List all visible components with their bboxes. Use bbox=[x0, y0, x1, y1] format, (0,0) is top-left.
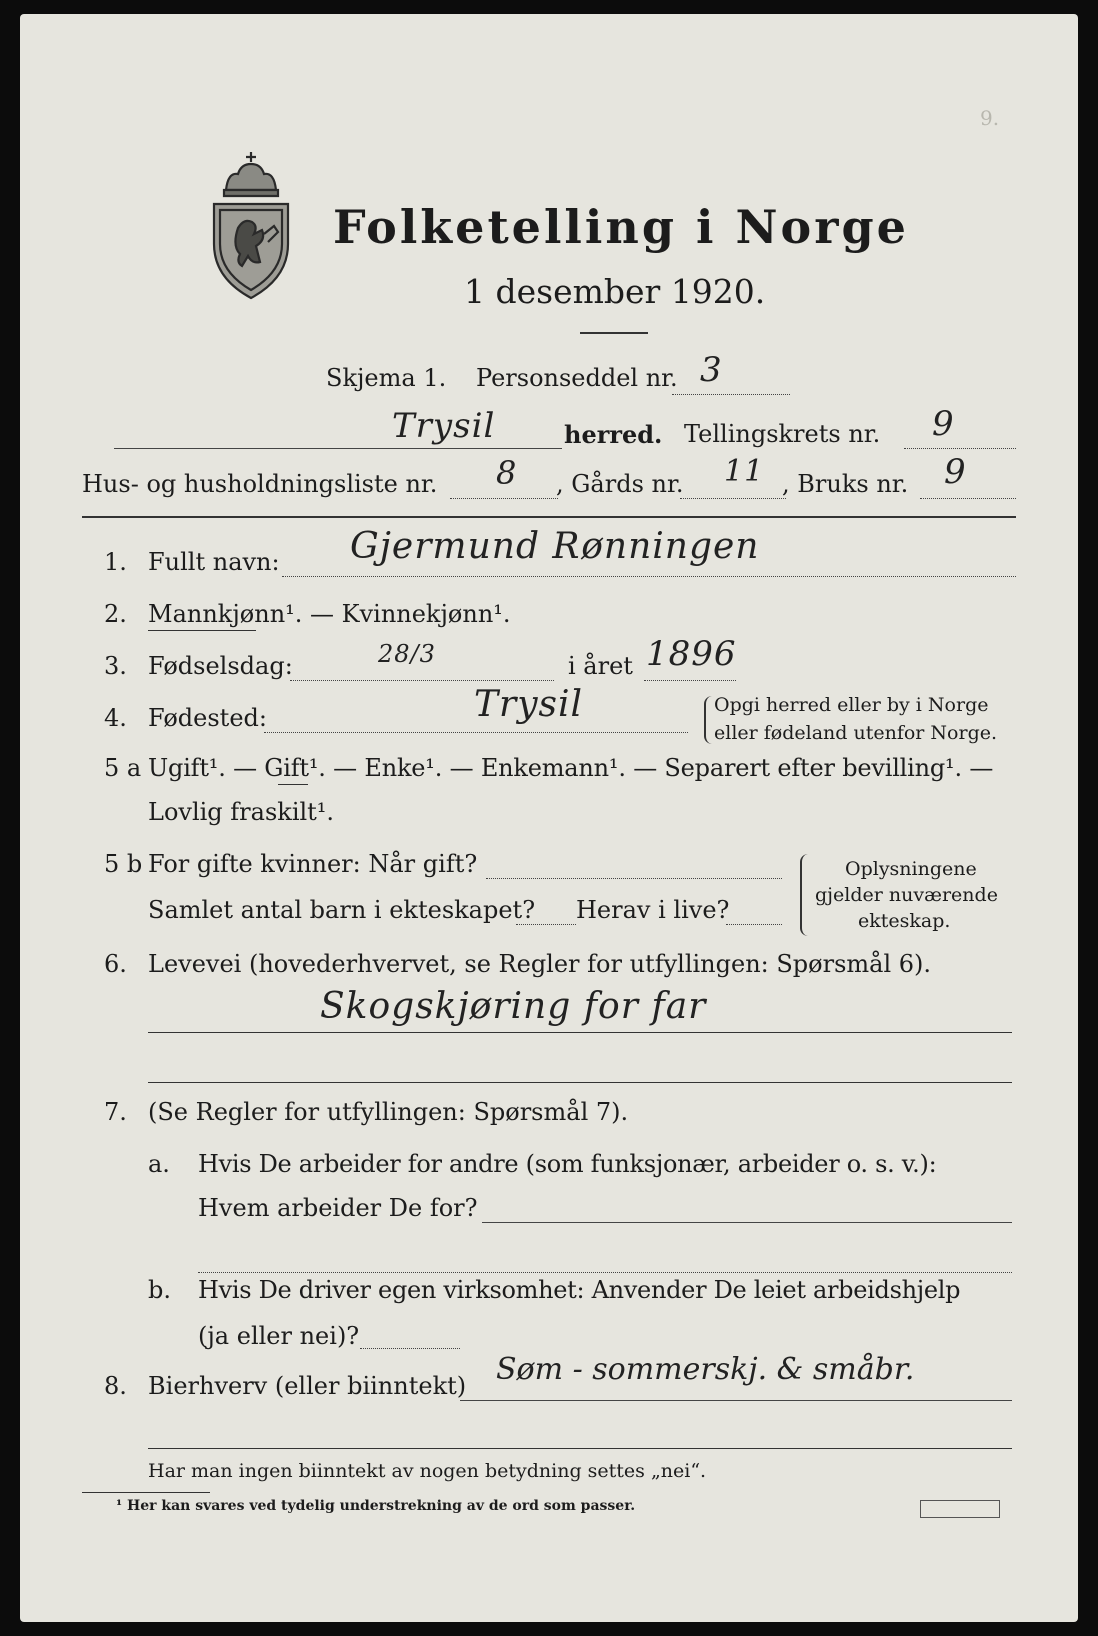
q4-label: Fødested: bbox=[148, 704, 267, 732]
q4-line bbox=[264, 732, 688, 733]
q8-label: Bierhverv (eller biinntekt) bbox=[148, 1372, 467, 1400]
footnote-divider bbox=[82, 1492, 210, 1493]
q8-line2 bbox=[148, 1448, 1012, 1449]
q3-year-line bbox=[644, 680, 736, 681]
q3-year-label: i året bbox=[568, 652, 633, 680]
q3-year-value[interactable]: 1896 bbox=[646, 634, 737, 674]
norwegian-coat-of-arms-icon bbox=[208, 150, 294, 302]
tellingskrets-line bbox=[904, 448, 1016, 449]
q1-number: 1. bbox=[104, 548, 127, 576]
q8-line bbox=[460, 1400, 1012, 1401]
bruks-value[interactable]: 9 bbox=[944, 452, 967, 492]
q5b-note-line2: gjelder nuværende bbox=[815, 884, 998, 906]
q1-line bbox=[282, 576, 1016, 577]
husliste-label: Hus- og husholdningsliste nr. bbox=[82, 470, 438, 498]
tellingskrets-value[interactable]: 9 bbox=[932, 404, 955, 444]
q5a-line2: Lovlig fraskilt¹. bbox=[148, 798, 335, 826]
bruks-line bbox=[920, 498, 1016, 499]
q2-mannkjonn-underline bbox=[148, 630, 256, 631]
q2-gender-options: Mannkjønn¹. — Kvinnekjønn¹. bbox=[148, 600, 511, 628]
q5a-marital-options: Ugift¹. — Gift¹. — Enke¹. — Enkemann¹. — Separert efter bevilling¹. — bbox=[148, 754, 994, 782]
census-date: 1 desember 1920. bbox=[464, 272, 766, 311]
q5b-number: 5 b bbox=[104, 850, 143, 878]
q4-note-line1: Opgi herred eller by i Norge bbox=[714, 694, 989, 716]
q5b-children-label: Samlet antal barn i ekteskapet? bbox=[148, 896, 536, 924]
q7a-line1: Hvis De arbeider for andre (som funksjonær, arbeider o. s. v.): bbox=[198, 1150, 937, 1178]
q5b-note-brace bbox=[800, 854, 810, 936]
title-divider bbox=[580, 332, 648, 334]
q3-day-line bbox=[290, 680, 554, 681]
q5b-alive-line bbox=[726, 924, 782, 925]
q7b-answer-line bbox=[360, 1348, 460, 1349]
q4-note-brace bbox=[704, 696, 712, 744]
q4-birthplace-value[interactable]: Trysil bbox=[474, 684, 584, 725]
herred-value[interactable]: Trysil bbox=[392, 406, 496, 446]
q5b-alive-label: Herav i live? bbox=[576, 896, 730, 924]
husliste-line bbox=[450, 498, 558, 499]
q5a-gift-underline bbox=[278, 784, 308, 785]
q6-label: Levevei (hovederhvervet, se Regler for utfyllingen: Spørsmål 6). bbox=[148, 950, 932, 978]
q7a-number: a. bbox=[148, 1150, 170, 1178]
tellingskrets-label: Tellingskrets nr. bbox=[684, 420, 881, 448]
q6-line2 bbox=[148, 1082, 1012, 1083]
bleed-through-text: 9. bbox=[980, 106, 1000, 130]
personseddel-label: Personseddel nr. bbox=[476, 364, 678, 392]
footnote: ¹ Her kan svares ved tydelig understrekning av de ord som passer. bbox=[116, 1498, 636, 1514]
census-form-sheet bbox=[20, 14, 1078, 1622]
q4-number: 4. bbox=[104, 704, 127, 732]
q1-full-name-value[interactable]: Gjermund Rønningen bbox=[350, 526, 760, 567]
q7-label: (Se Regler for utfyllingen: Spørsmål 7). bbox=[148, 1098, 629, 1126]
q5b-note-line1: Oplysningene bbox=[845, 858, 977, 880]
q7a-line2: Hvem arbeider De for? bbox=[198, 1194, 478, 1222]
q5b-married-date-line bbox=[486, 878, 782, 879]
printer-stamp bbox=[920, 1500, 1000, 1518]
personseddel-line bbox=[672, 394, 790, 395]
q5b-note-line3: ekteskap. bbox=[858, 910, 951, 932]
q3-number: 3. bbox=[104, 652, 127, 680]
personseddel-value[interactable]: 3 bbox=[700, 350, 723, 390]
q6-line1 bbox=[148, 1032, 1012, 1033]
herred-line bbox=[114, 448, 562, 449]
husliste-value[interactable]: 8 bbox=[496, 454, 518, 492]
q5b-line1: For gifte kvinner: Når gift? bbox=[148, 850, 478, 878]
herred-label: herred. bbox=[564, 420, 663, 449]
q1-label: Fullt navn: bbox=[148, 548, 280, 576]
q8-side-income-value[interactable]: Søm - sommerskj. & småbr. bbox=[496, 1352, 915, 1387]
q6-occupation-value[interactable]: Skogskjøring for far bbox=[320, 986, 707, 1027]
q7b-number: b. bbox=[148, 1276, 171, 1304]
gards-line bbox=[680, 498, 786, 499]
gards-value[interactable]: 11 bbox=[724, 454, 765, 489]
q7a-employer-line bbox=[482, 1222, 1012, 1223]
q7-number: 7. bbox=[104, 1098, 127, 1126]
form-title: Folketelling i Norge bbox=[333, 200, 909, 254]
q3-birthday-value[interactable]: 28/3 bbox=[378, 640, 436, 668]
footer-note: Har man ingen biinntekt av nogen betydning settes „nei“. bbox=[148, 1460, 707, 1482]
bruks-label: , Bruks nr. bbox=[782, 470, 909, 498]
q7b-line2: (ja eller nei)? bbox=[198, 1322, 360, 1350]
q7b-line1: Hvis De driver egen virksomhet: Anvender De leiet arbeidshjelp bbox=[198, 1276, 961, 1304]
q5b-children-line bbox=[516, 924, 576, 925]
q7a-employer-line2 bbox=[198, 1272, 1012, 1273]
q5a-number: 5 a bbox=[104, 754, 142, 782]
q2-number: 2. bbox=[104, 600, 127, 628]
skjema-label: Skjema 1. bbox=[326, 364, 447, 392]
q8-number: 8. bbox=[104, 1372, 127, 1400]
q4-note-line2: eller fødeland utenfor Norge. bbox=[714, 722, 998, 744]
q6-number: 6. bbox=[104, 950, 127, 978]
q3-label: Fødselsdag: bbox=[148, 652, 293, 680]
gards-label: , Gårds nr. bbox=[556, 470, 684, 498]
header-divider bbox=[82, 516, 1016, 518]
